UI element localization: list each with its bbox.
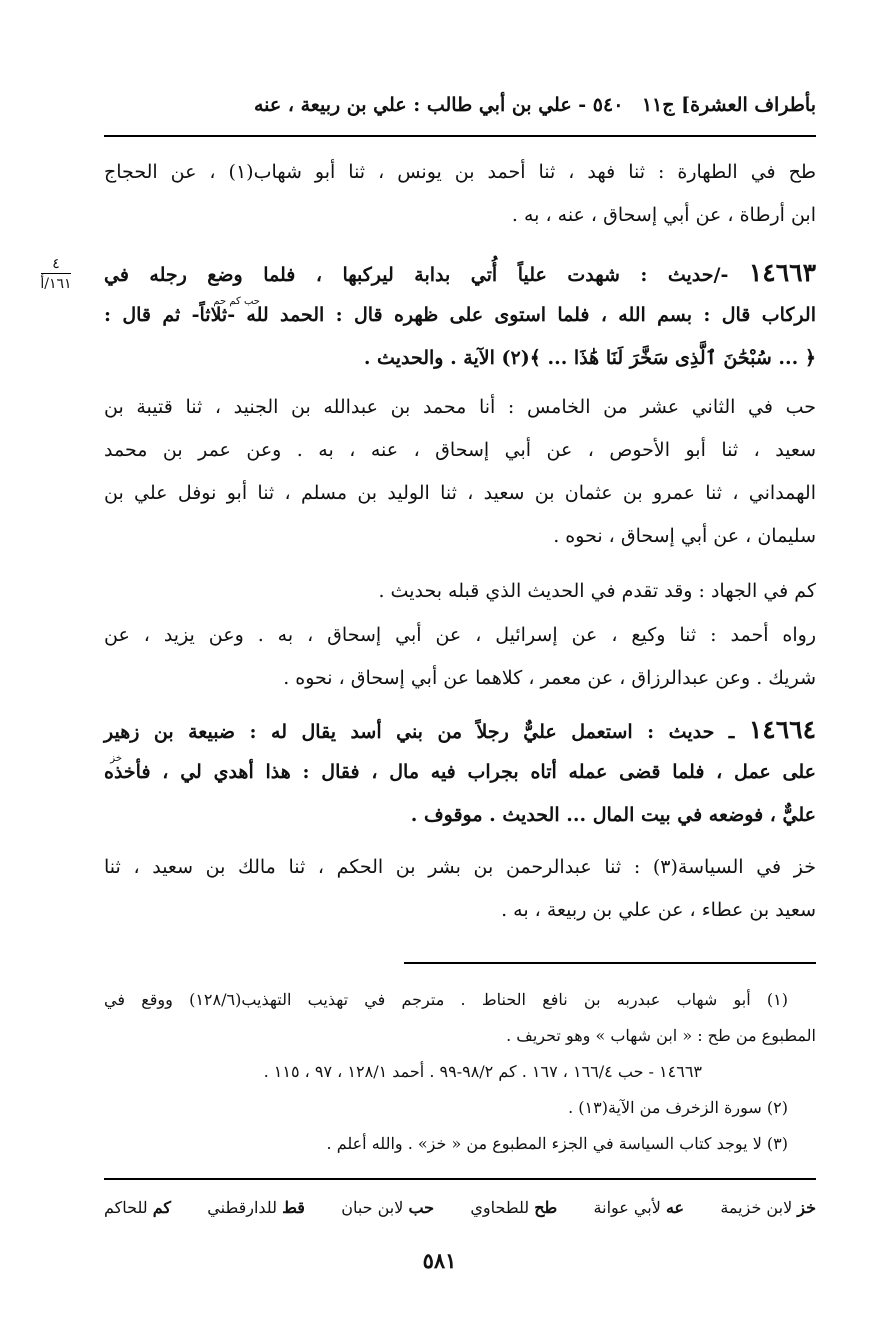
hadith-text: على عمل ، فلما قضى عمله أتاه بجراب فيه مال ، فقال : هذا أهدي لي ، فأخذه [104,761,816,783]
abbreviation-item: كم للحاكم [104,1197,171,1217]
header-title: ٥٤٠ - علي بن أبي طالب : علي بن ربيعة ، عنه [254,94,624,116]
running-header [104,88,816,122]
hadith-text: -/حديث : شهدت علياً أُتي بدابة ليركبها ، فلما وضع رجله في [104,264,749,286]
footnote-line: المطبوع من طح : « ابن شهاب » وهو تحريف . [506,1026,816,1045]
footnote-separator [404,962,816,964]
manuscript-margin-note [26,255,86,294]
hadith-heading-line [104,708,816,751]
text-line: كم في الجهاد : وقد تقدم في الحديث الذي قبله بحديث . [378,580,816,602]
paragraph-khuzayma [104,846,816,932]
bottom-rule [104,1178,816,1180]
abbreviation-item: خز لابن خزيمة [720,1197,816,1217]
hadith-number: ١٤٦٦٤ [748,715,816,744]
text-line: سعيد بن عطاء ، عن علي بن ربيعة ، به . [501,899,816,921]
paragraph-hibban [104,386,816,558]
text-line: الهمداني ، ثنا عمرو بن عثمان بن سعيد ، ثنا الوليد بن مسلم ، ثنا أبو نوفل علي بن [104,482,816,504]
text-line: شريك . وعن عبدالرزاق ، عن معمر ، كلاهما عن أبي إسحاق ، نحوه . [283,667,816,689]
text-line [104,294,816,337]
abbreviation-item: قط للدارقطني [207,1197,305,1217]
text-line: خز في السياسة(٣) : ثنا عبدالرحمن بن بشر بن الحكم ، ثنا مالك بن سعيد ، ثنا [104,856,816,878]
abbreviation-item: طح للطحاوي [470,1197,558,1217]
footnote-line: (١) أبو شهاب عبدربه بن نافع الحناط . مترجم في تهذيب التهذيب(١٢٨/٦) ووقع في [104,990,789,1009]
text-line: ﴿ ... سُبْحَٰنَ ٱلَّذِى سَخَّرَ لَنَا هَٰذَا ... ﴾(٢) الآية . والحديث . [363,347,816,369]
source-codes-note: حب كم حم [213,296,260,307]
abbreviation-item: حب لابن حبان [341,1197,435,1217]
margin-note-top: ٤ [41,255,71,274]
text-line: رواه أحمد : ثنا وكيع ، عن إسرائيل ، عن أبي إسحاق ، به . وعن يزيد ، عن [104,624,816,646]
margin-note-bottom: ١٦١/أ [40,276,72,292]
paragraph-hakim [104,570,816,613]
header-rule [104,135,816,137]
hadith-entry-14663 [104,251,816,380]
hadith-text: ـ حديث : استعمل عليٌّ رجلاً من بني أسد يقال له : ضبيعة بن زهير [104,721,749,743]
text-line: عليٌّ ، فوضعه في بيت المال ... الحديث . موقوف . [410,804,816,826]
hadith-heading-line [104,251,816,294]
footnote-line: (٣) لا يوجد كتاب السياسة في الجزء المطبوع من « خز» . والله أعلم . [326,1134,788,1153]
text-line [104,751,816,794]
paragraph-tah-tahara [104,151,816,237]
text-line: سليمان ، عن أبي إسحاق ، نحوه . [553,525,816,547]
hadith-entry-14664 [104,708,816,837]
text-line: طح في الطهارة : ثنا فهد ، ثنا أحمد بن يونس ، ثنا أبو شهاب(١) ، عن الحجاج [104,161,816,183]
source-codes-note: خز [110,753,122,764]
footnote-line: (٢) سورة الزخرف من الآية(١٣) . [568,1098,788,1117]
paragraph-ahmad [104,614,816,700]
text-line: سعيد ، ثنا أبو الأحوص ، عن أبي إسحاق ، عنه ، به . وعن عمر بن محمد [104,439,816,461]
header-volume: بأطراف العشرة] ج١١ [641,94,816,116]
abbreviation-item: عه لأبي عوانة [593,1197,685,1217]
hadith-text: الركاب قال : بسم الله ، فلما استوى على ظهره قال : الحمد لله -ثلاثاً- ثم قال : [104,304,816,326]
text-line: ابن أرطاة ، عن أبي إسحاق ، عنه ، به . [511,204,816,226]
abbreviations-key [104,1190,816,1224]
page-number: ٥٨١ [422,1248,457,1273]
hadith-number: ١٤٦٦٣ [748,258,816,287]
text-line: حب في الثاني عشر من الخامس : أنا محمد بن عبدالله بن الجنيد ، ثنا قتيبة بن [104,396,816,418]
footnotes [104,982,816,1162]
footnote-line: ١٤٦٦٣ - حب ١٦٦/٤ ، ١٦٧ . كم ٩٨/٢-٩٩ . أحمد ١٢٨/١ ، ٩٧ ، ١١٥ . [263,1062,702,1081]
